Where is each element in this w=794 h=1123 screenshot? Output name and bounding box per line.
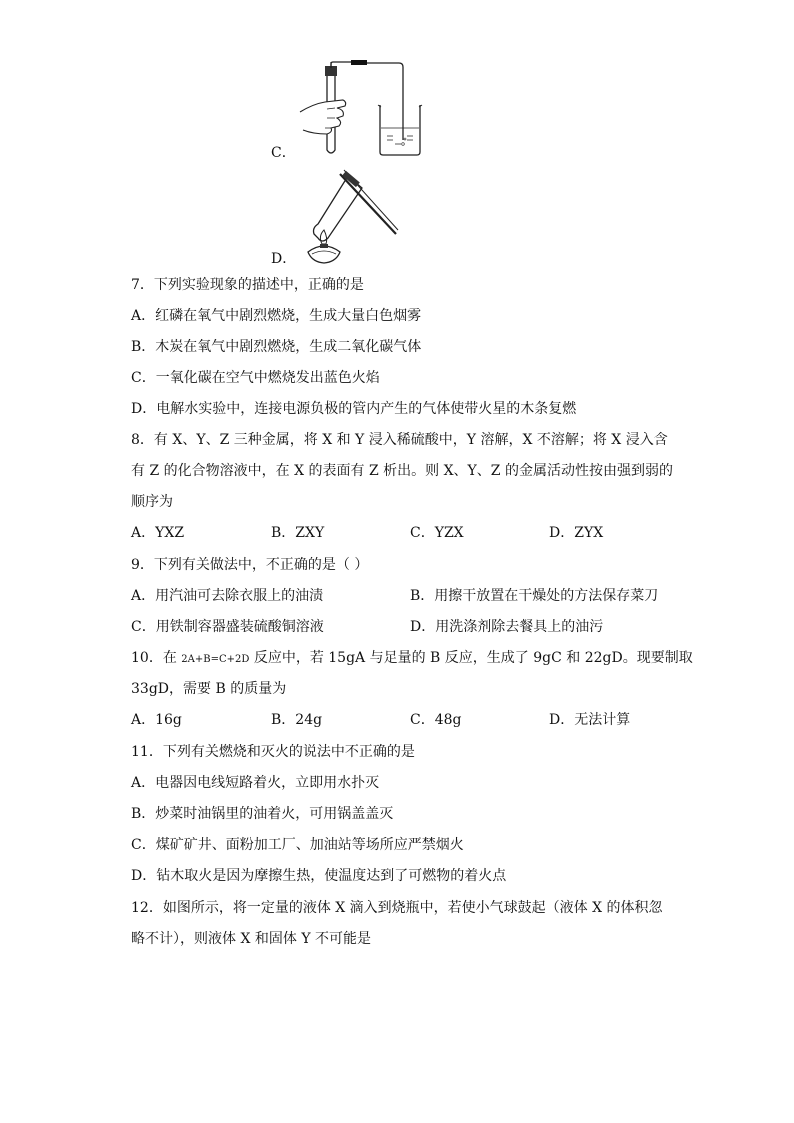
question-8-option-a: A．YXZ [131, 525, 185, 541]
question-9-option-c: C．用铁制容器盛装硫酸铜溶液 [131, 619, 324, 635]
question-8-option-b: B．ZXY [271, 525, 325, 541]
question-10-option-b: B．24g [271, 712, 323, 728]
figure-c-label: C． [271, 145, 296, 161]
question-7-option-b: B．木炭在氧气中剧烈燃烧，生成二氧化碳气体 [131, 339, 422, 355]
question-10-option-c: C．48g [410, 712, 462, 728]
question-11-option-a: A．电器因电线短路着火，立即用水扑灭 [131, 775, 380, 791]
figure-d-heating-test-tube [300, 166, 400, 266]
question-7-stem: 7．下列实验现象的描述中，正确的是 [131, 277, 364, 293]
question-8-stem-line-3: 顺序为 [131, 494, 173, 510]
apparatus-d-drawing [300, 166, 400, 266]
question-7-option-c: C．一氧化碳在空气中燃烧发出蓝色火焰 [131, 370, 380, 386]
question-7-option-a: A．红磷在氧气中剧烈燃烧，生成大量白色烟雾 [131, 308, 422, 324]
apparatus-c-drawing [295, 60, 425, 160]
question-10-stem-suffix: 反应中，若 15gA 与足量的 B 反应，生成了 9gC 和 22gD。现要制取 [249, 650, 693, 666]
question-12-stem-line-1: 12．如图所示，将一定量的液体 X 滴入到烧瓶中，若使小气球鼓起（液体 X 的体积忽 [131, 900, 663, 916]
question-8-stem-line-1: 8．有 X、Y、Z 三种金属，将 X 和 Y 浸入稀硫酸中，Y 溶解，X 不溶解；将 X 浸入含 [131, 432, 668, 448]
question-11-option-d: D．钻木取火是因为摩擦生热，使温度达到了可燃物的着火点 [131, 868, 507, 884]
question-9-option-a: A．用汽油可去除衣服上的油渍 [131, 588, 324, 604]
figure-c-gas-tightness-check [295, 60, 425, 160]
question-10-stem-line-2: 33gD，需要 B 的质量为 [131, 681, 287, 697]
question-11-stem: 11．下列有关燃烧和灭火的说法中不正确的是 [131, 744, 415, 760]
question-11-option-b: B．炒菜时油锅里的油着火，可用锅盖盖灭 [131, 806, 394, 822]
question-10-option-d: D．无法计算 [549, 712, 631, 728]
question-7-option-d: D．电解水实验中，连接电源负极的管内产生的气体使带火星的木条复燃 [131, 401, 577, 417]
question-10-option-a: A．16g [131, 712, 182, 728]
question-9-option-b: B．用擦干放置在干燥处的方法保存菜刀 [410, 588, 659, 604]
question-10-stem-prefix: 10．在 [131, 650, 182, 666]
question-12-stem-line-2: 略不计），则液体 X 和固体 Y 不可能是 [131, 931, 372, 947]
question-8-option-d: D．ZYX [549, 525, 604, 541]
question-9-stem: 9．下列有关做法中，不正确的是（ ） [131, 557, 369, 573]
question-11-option-c: C．煤矿矿井、面粉加工厂、加油站等场所应严禁烟火 [131, 837, 464, 853]
question-8-stem-line-2: 有 Z 的化合物溶液中，在 X 的表面有 Z 析出。则 X、Y、Z 的金属活动性按由强到弱的 [131, 463, 673, 479]
figure-d-label: D． [271, 251, 297, 267]
question-8-option-c: C．YZX [410, 525, 464, 541]
question-10-stem-line-1 [131, 649, 693, 669]
question-10-equation: 2A+B=C+2D [181, 654, 250, 665]
question-9-option-d: D．用洗涤剂除去餐具上的油污 [410, 619, 604, 635]
